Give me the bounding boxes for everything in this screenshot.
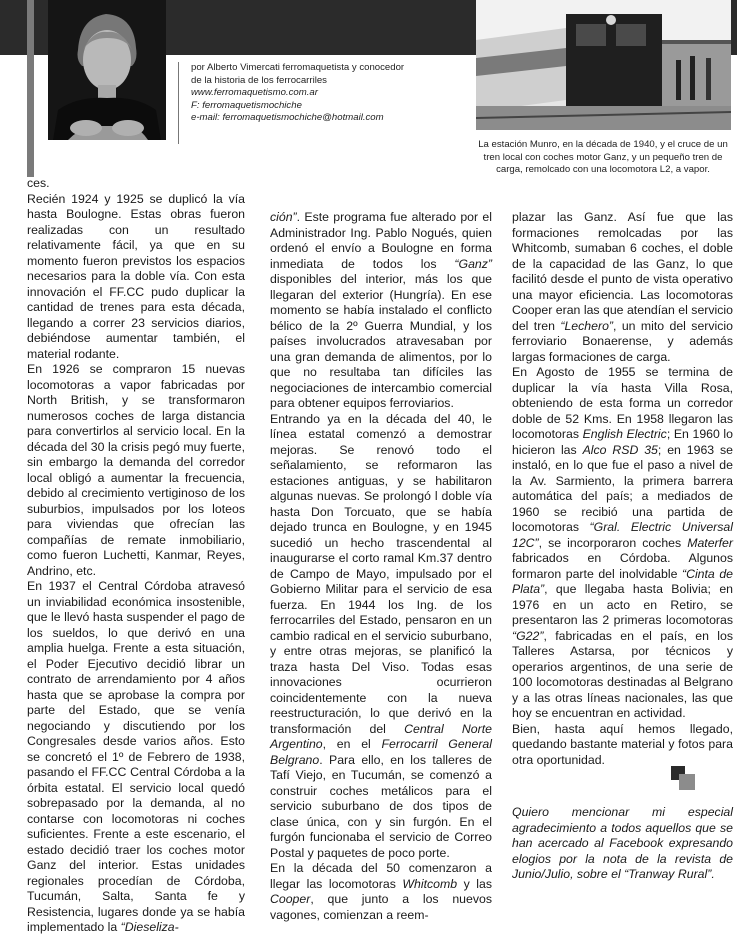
text-run: En la década del 50 comenzaron a llegar las locomotoras — [270, 861, 492, 891]
text-run: , fabricadas en el país, en los Talleres Astarsa, por técnicos y operarios argentinos, de una serie de 100 locomotoras destinadas al Belgrano y a las otras líneas nacionales, las que hoy se encuentran en actividad. — [512, 628, 733, 720]
paragraph: En 1926 se compraron 15 nuevas locomotoras a vapor fabricadas por North British, y se transformaron numerosos coches de larga distancia para convertirlos al servicio local. En la década del 30 la crisis pegó muy fuerte, sin embargo la demanda del corredor local obligó a aumentar la frecuencia, debido al crecimiento vertiginoso de los suburbios, impulsados por los loteos para viviendas que ofrecían las compañías de remate inmobiliario, como fueron Luchetti, Kanmar, Reyes, Andrino, etc. — [27, 362, 245, 578]
text-run: Whitcomb — [402, 876, 458, 891]
paragraph: ces. — [27, 176, 50, 190]
text-run: Ferrocarril General Belgrano — [270, 737, 492, 767]
text-run: plazar las Ganz. Así fue que las formaciones remolcadas por las Whitcomb, sumaban 6 coches, el doble de la capacidad de las Ganz, lo que facilitó desde el punto de vista operativo una mayor eficiencia. Las locomotoras Cooper eran las que atendían el servicio del tren — [512, 210, 733, 333]
author-line-2: de la historia de los ferrocarriles — [191, 74, 327, 86]
text-run: Entrando ya en la década del 40, le línea estatal comenzó a demostrar mejoras. Se renovó todo el señalamiento, se reformaron las estaciones antiguas, y se habilitaron algunas nuevas. Se prolongó l doble vía hasta Don Torcuato, que se había dejado trunca en Boulogne, y en 1945 sucedió un hecho trascendental al inaugurarse el corto ramal Km.37 dentro de Campo de Mayo, impulsado por el Gobierno Militar para el servicio de esa fuerza. En 1944 los Ing. de los ferrocarriles del Estado, pensaron en un cambio radical en el servicio suburbano, y entre otras mejoras, se planificó la traza hasta Del Viso. Todas esas innovaciones ocurrieron coincidentemente con la nueva reestructuración, lo que derivó en la transformación del — [270, 411, 492, 736]
text-run: English Electric — [582, 427, 667, 441]
author-line: por Alberto Vimercati ferromaquetista y conocedor — [191, 62, 405, 73]
text-run: “Gral. Electric Universal 12C” — [512, 520, 733, 550]
text-run: . Este programa fue alterado por el Administrador Ing. Pablo Nogués, quien ordenó el envío a Boulogne en forma inmediata de todos los — [270, 210, 492, 271]
text-run: ; en 1963 se instaló, en lo que fue el paso a nivel de la Av. Sarmiento, la primera barrera automática del país; a mediados de 1960 se recibió una partida de locomotoras — [512, 442, 733, 534]
text-run: y las — [457, 876, 493, 891]
text-run: ; En 1960 lo hicieron las — [512, 427, 733, 457]
end-mark-icon — [671, 766, 695, 790]
article-column-3 — [512, 210, 733, 768]
text-run: “Lechero” — [560, 318, 614, 333]
paragraph — [270, 210, 492, 412]
text-run: , que llegaba hasta Bolivia; en 1976 en un acto en Retiro, se presentaron las 2 primeras locomotoras — [512, 582, 733, 627]
text-run: Materfer — [687, 535, 733, 550]
acknowledgement-note: Quiero mencionar mi especial agradecimiento a todos aquellos que se han acercado al Facebook expresando elogios por la nota de la revista de Junio/Julio, sobre el “Tranway Rural”. — [512, 805, 733, 881]
author-portrait — [48, 0, 166, 140]
paragraph — [512, 210, 733, 365]
station-photo — [476, 0, 731, 130]
photo-caption: La estación Munro, en la década de 1940, y el cruce de un tren local con coches motor Ganz, y un pequeño tren de carga, remolcado con una locomotora L2, a vapor. — [478, 139, 728, 175]
website-link[interactable]: www.ferromaquetismo.com.ar — [191, 87, 318, 99]
text-run: , que junto a los nuevos vagones, comienzan a reem- — [270, 892, 492, 922]
article-column-1 — [27, 176, 245, 936]
paragraph: Bien, hasta aquí hemos llegado, quedando bastante material y fotos para otra oportunidad. — [512, 721, 733, 767]
article-column-2 — [270, 210, 492, 923]
text-run: En 1937 el Central Córdoba atravesó un inviabilidad económica insostenible, que le llevó hasta suspender el pago de los sueldos, lo que derivó en una amplia huelga. Frente a esta situación, el Poder Ejecutivo decidió librar un contrato de arrendamiento por 4 años hasta que se aprobase la compra por parte del Estado, que se venía negociando y discutiendo por los Congresales desde varios años. Esto se concretó el 1º de Febrero de 1938, pasando el FF.CC Central Córdoba a la órbita estatal. El servicio local quedó sobrepasado por la demanda, al no contarse con locomotoras ni coches suficientes. Frente a este escenario, el estado decidió traer los coches motor Ganz del interior. Estas unidades regionales procedían de Córdoba, Tucumán, Salta, Santa fe y Resistencia, lugares donde ya se había implementado la — [27, 579, 245, 934]
paragraph — [270, 412, 492, 862]
text-run: ción” — [270, 210, 297, 224]
text-run: , se incorporaron coches — [538, 535, 688, 550]
facebook-handle: F: ferromaquetismochiche — [191, 99, 302, 111]
paragraph — [270, 861, 492, 923]
text-run: “Dieseliza- — [120, 920, 179, 934]
text-run: , un mito del servicio ferroviario Bonaerense, y además largas formaciones de carga. — [512, 318, 733, 364]
text-run: Alco RSD 35 — [582, 442, 658, 457]
paragraph: Recién 1924 y 1925 se duplicó la vía hasta Boulogne. Estas obras fueron realizadas con un resultado relativamente fácil, ya que en su momento fueron previstos los espacios necesarios para la doble vía. Con esta innovación el FF.CC pudo duplicar la cantidad de trenes para esta década, llegando a correr 23 servicios diarios, debiéndose aumentar también, el material rodante. — [27, 191, 245, 361]
text-run: “Cinta de Plata” — [512, 566, 733, 596]
text-run: Central Norte Argentino — [270, 721, 492, 751]
text-run: , en el — [322, 737, 382, 751]
text-run: “G22” — [512, 628, 544, 643]
accent-stripe — [27, 0, 34, 177]
text-run: Cooper — [270, 892, 311, 906]
text-run: fabricados en Córdoba. Algunos formaron parte del inolvidable — [512, 551, 733, 581]
text-run: “Ganz” — [454, 256, 492, 271]
author-byline — [178, 62, 481, 144]
text-run: En Agosto de 1955 se termina de duplicar la vía hasta Villa Rosa, obteniendo de esta forma un corredor doble de 52 Kms. En 1958 llegaron las locomotoras — [512, 365, 733, 441]
paragraph — [27, 579, 245, 936]
paragraph — [512, 365, 733, 722]
email-link[interactable]: e-mail: ferromaquetismochiche@hotmail.com — [191, 112, 384, 124]
text-run: . Para ello, en los talleres de Tafí Viejo, en Tucumán, se comenzó a construir coches metálicos para el servicio suburbano de dos tipos de clase única, con y sin furgón. En el furgón funcionaba el servicio de Correo Postal y paquetes de poco porte. — [270, 752, 492, 860]
text-run: disponibles del interior, más los que llegaran del exterior (Hungría). En ese momento se había instalado el conflicto bélico de la 2º Guerra Mundial, y los países involucrados atravesaban por una gran demanda de alimentos, por lo que no resultaba tan difíciles las negociaciones de intercambio comercial para obtener equipos ferroviarios. — [270, 272, 492, 410]
